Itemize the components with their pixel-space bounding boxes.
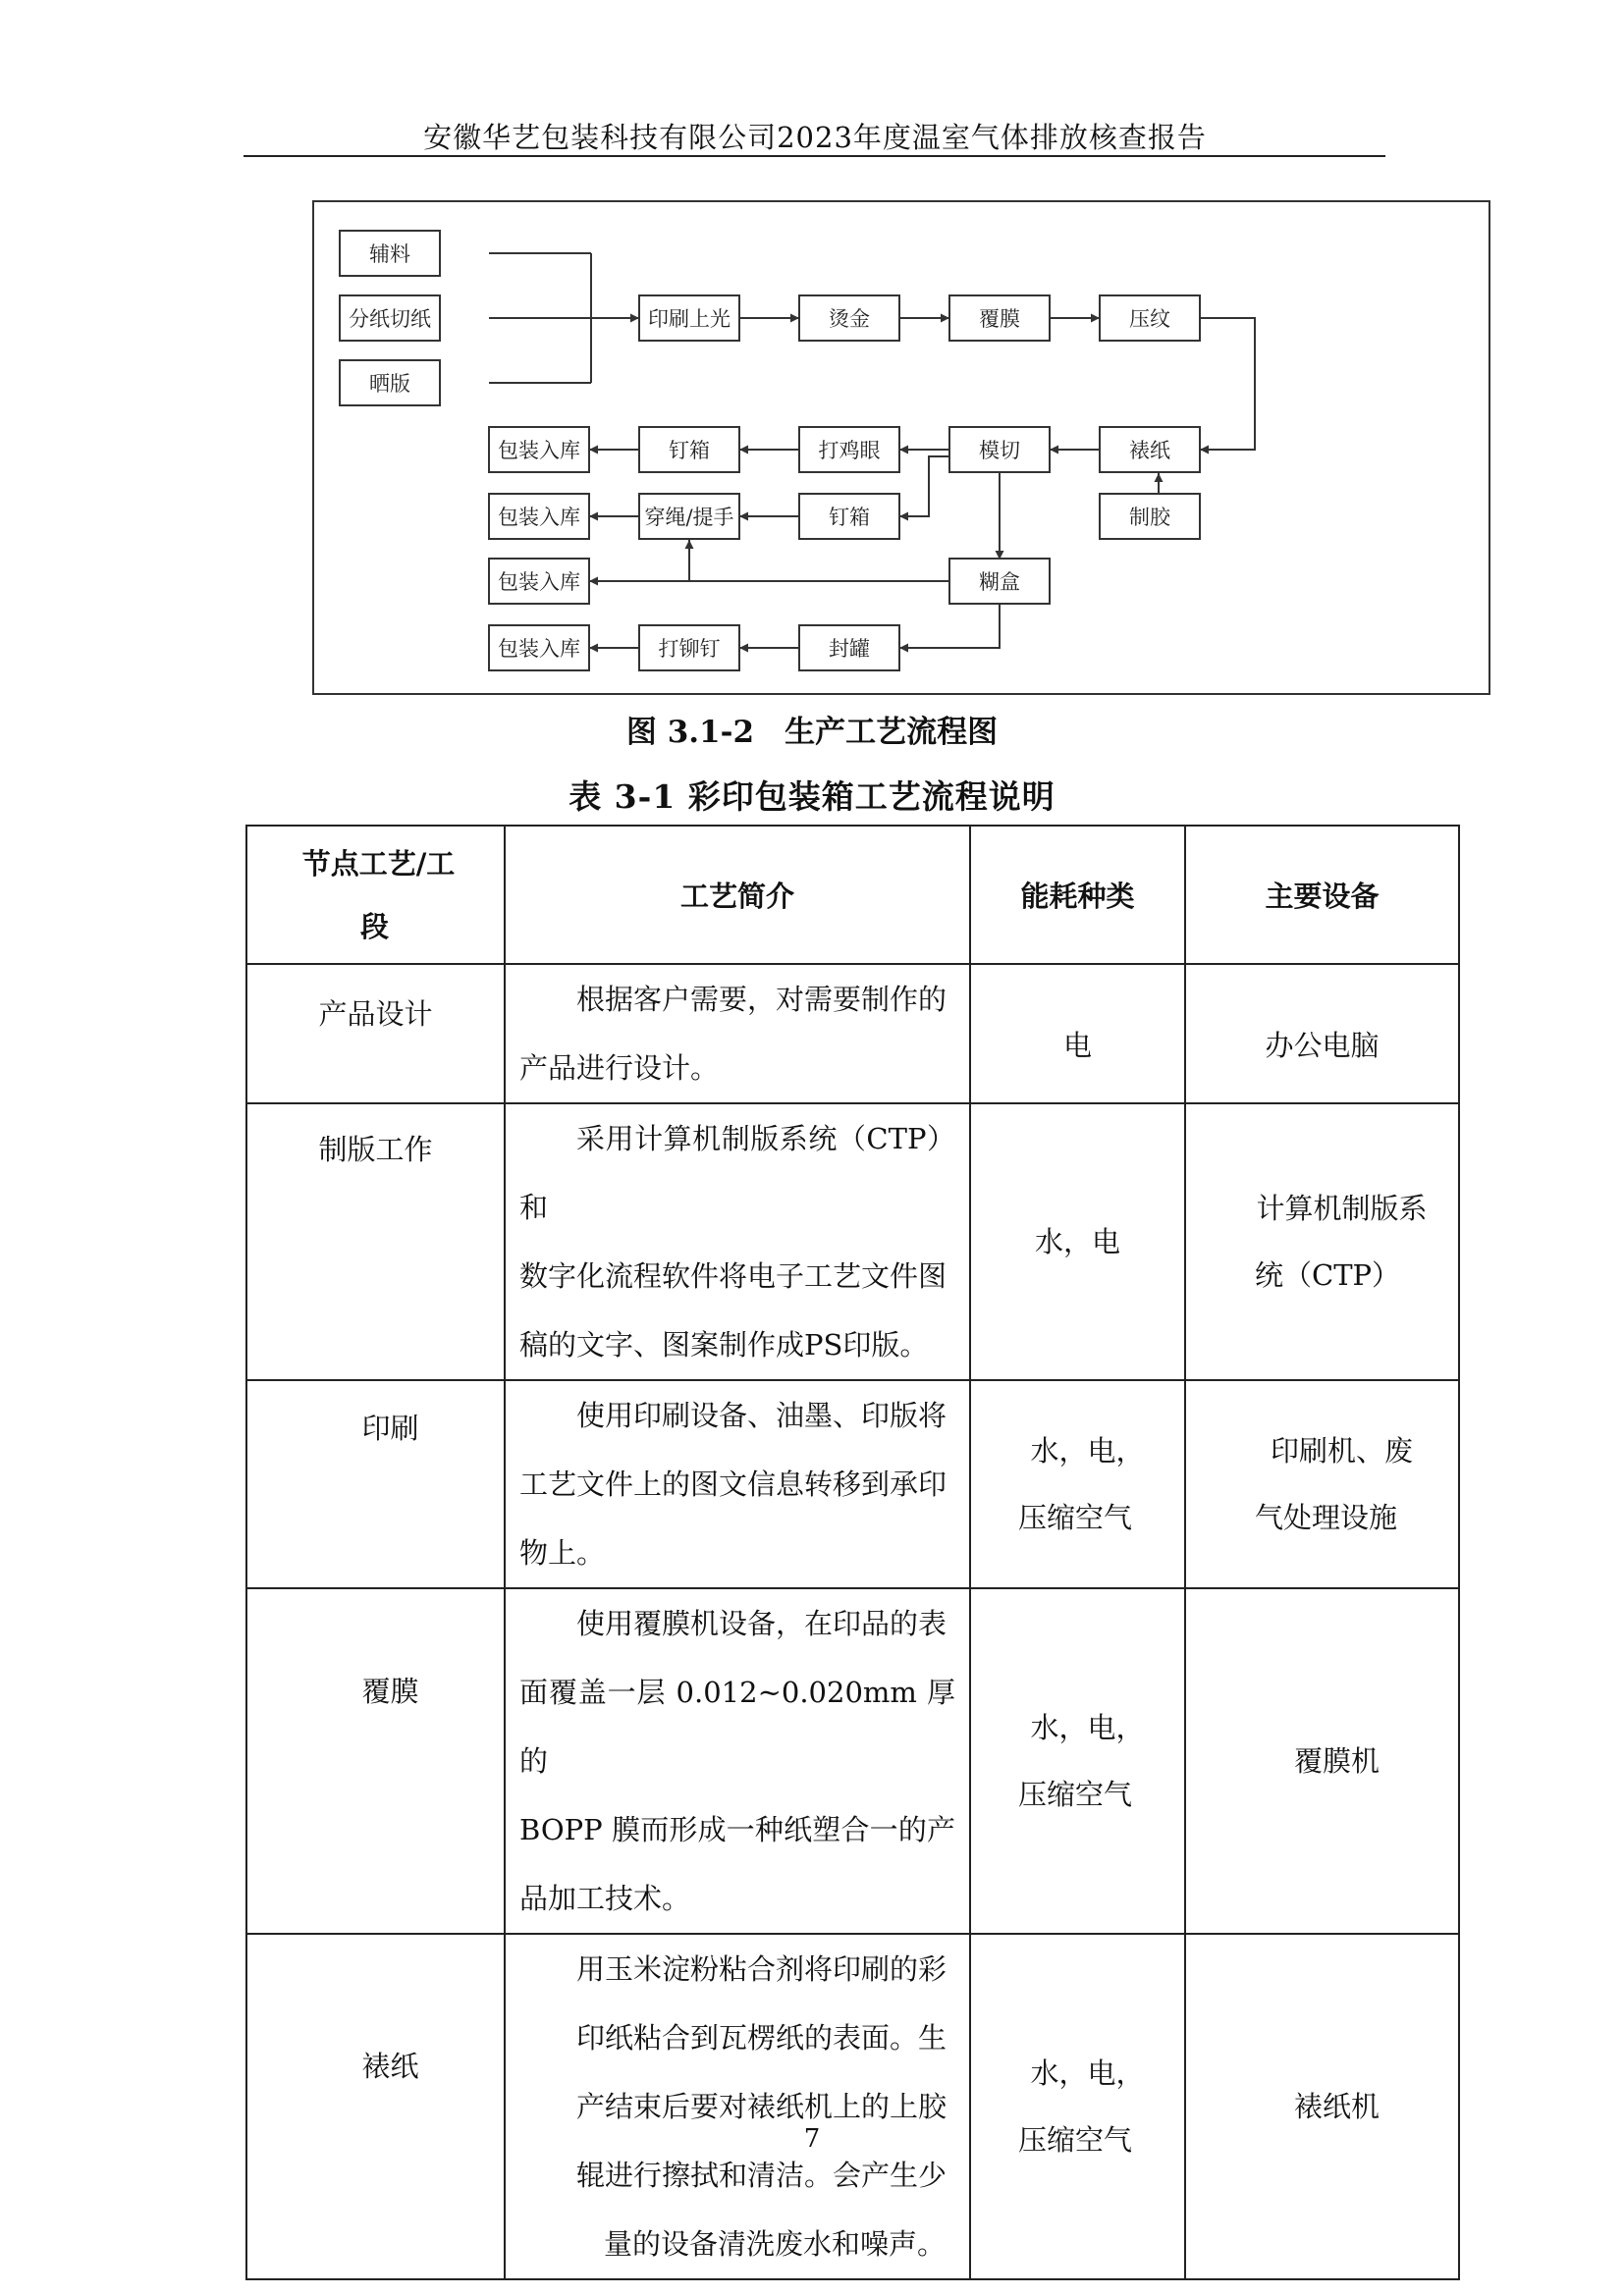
flow-node-fengguan — [799, 625, 899, 670]
flow-node-fuliao — [340, 231, 440, 276]
intro-line: 物上。 — [519, 1536, 606, 1570]
intro-line: 用玉米淀粉粘合剂将印刷的彩 — [576, 1952, 947, 1986]
row-intro — [505, 1103, 970, 1380]
flow-node-tangjin — [799, 295, 899, 341]
row-intro — [505, 1934, 970, 2279]
flow-node-label: 裱纸 — [1129, 439, 1170, 462]
row-energy — [970, 1934, 1185, 2279]
flow-node-fenzhi — [340, 295, 440, 341]
intro-line: 使用印刷设备、油墨、印版将 — [576, 1399, 947, 1432]
row-equipment — [1185, 1103, 1459, 1380]
production-flowchart — [312, 200, 1490, 699]
energy-line: 电 — [1062, 1029, 1092, 1062]
row-equipment — [1185, 964, 1459, 1103]
flow-node-baozhuang4 — [489, 625, 589, 670]
row-equipment — [1185, 1380, 1459, 1588]
flow-node-label: 钉箱 — [669, 439, 710, 462]
flow-node-dingxiang1 — [639, 427, 739, 472]
equipment-line: 裱纸机 — [1293, 2090, 1380, 2123]
intro-line: 品加工技术。 — [519, 1882, 691, 1915]
intro-line: 辊进行擦拭和清洁。会产生少 — [576, 2159, 947, 2192]
table-header-row — [246, 826, 1459, 964]
row-equipment — [1185, 1588, 1459, 1934]
table-row — [246, 1103, 1459, 1380]
row-intro — [505, 1588, 970, 1934]
flow-node-label: 糊盒 — [979, 570, 1020, 594]
process-table — [245, 825, 1460, 2280]
flow-node-label: 印刷上光 — [648, 307, 731, 331]
flow-node-label: 分纸切纸 — [349, 307, 431, 331]
flow-node-damaoding — [639, 625, 739, 670]
row-node: 裱纸 — [246, 1934, 505, 2279]
header-intro: 工艺简介 — [505, 826, 970, 964]
energy-line: 水，电， — [1030, 1711, 1145, 1744]
flow-node-dingxiang2 — [799, 494, 899, 539]
header-energy: 能耗种类 — [970, 826, 1185, 964]
row-intro — [505, 1380, 970, 1588]
table-row — [246, 1934, 1459, 2279]
header-rule — [244, 155, 1385, 157]
page-header-title: 安徽华艺包装科技有限公司2023年度温室气体排放核查报告 — [423, 121, 1207, 154]
figure-caption: 图 3.1-2 生产工艺流程图 — [625, 715, 999, 750]
energy-line: 水，电， — [1030, 1434, 1145, 1468]
energy-line: 压缩空气 — [1018, 1501, 1133, 1534]
equipment-line: 覆膜机 — [1293, 1744, 1380, 1778]
flow-node-label: 钉箱 — [829, 506, 870, 529]
flow-node-shaiban — [340, 360, 440, 405]
intro-line: 根据客户需要，对需要制作的 — [576, 983, 947, 1016]
table-row — [246, 1588, 1459, 1934]
equipment-line: 计算机制版系 — [1256, 1192, 1428, 1225]
flow-node-label: 包装入库 — [498, 506, 580, 529]
flow-node-chuansheng — [639, 494, 739, 539]
flow-node-label: 辅料 — [369, 242, 410, 266]
flow-node-label: 包装入库 — [498, 637, 580, 661]
equipment-line: 统（CTP） — [1255, 1258, 1401, 1292]
intro-line: 数字化流程软件将电子工艺文件图 — [519, 1259, 947, 1293]
intro-line: 稿的文字、图案制作成PS印版。 — [519, 1328, 929, 1362]
flow-node-label: 制胶 — [1129, 506, 1170, 529]
header-node-line: 段 — [360, 909, 390, 943]
row-energy — [970, 1103, 1185, 1380]
intro-line: 产结束后要对裱纸机上的上胶 — [576, 2090, 947, 2123]
row-node: 覆膜 — [246, 1588, 505, 1934]
flow-node-label: 打鸡眼 — [818, 439, 881, 462]
flow-node-label: 模切 — [979, 439, 1020, 462]
row-energy — [970, 964, 1185, 1103]
intro-line: 量的设备清洗废水和噪声。 — [604, 2227, 947, 2261]
page-number: 7 — [803, 2124, 821, 2154]
flow-node-label: 封罐 — [829, 637, 870, 661]
energy-line: 水，电 — [1034, 1225, 1120, 1258]
flow-node-label: 晒版 — [369, 372, 410, 396]
flow-node-label: 覆膜 — [979, 307, 1020, 331]
equipment-line: 办公电脑 — [1265, 1029, 1380, 1062]
header-node — [246, 826, 505, 964]
energy-line: 水，电， — [1030, 2056, 1145, 2090]
flow-node-label: 压纹 — [1129, 307, 1170, 331]
row-node: 制版工作 — [246, 1103, 505, 1380]
table-row — [246, 964, 1459, 1103]
equipment-line: 印刷机、废 — [1270, 1434, 1413, 1468]
row-energy — [970, 1588, 1185, 1934]
row-node: 产品设计 — [246, 964, 505, 1103]
intro-line: 产品进行设计。 — [519, 1051, 720, 1085]
flow-node-label: 包装入库 — [498, 439, 580, 462]
energy-line: 压缩空气 — [1018, 2123, 1133, 2157]
flow-node-hehe — [949, 559, 1050, 604]
equipment-line: 气处理设施 — [1255, 1501, 1398, 1534]
intro-line: BOPP 膜而形成一种纸塑合一的产 — [519, 1813, 955, 1846]
row-equipment — [1185, 1934, 1459, 2279]
flow-node-label: 包装入库 — [498, 570, 580, 594]
row-energy — [970, 1380, 1185, 1588]
flow-node-moqie — [949, 427, 1050, 472]
flow-node-label: 穿绳/提手 — [644, 506, 734, 529]
flow-node-baozhuang3 — [489, 559, 589, 604]
flow-node-yawen — [1100, 295, 1200, 341]
table-row — [246, 1380, 1459, 1588]
flow-node-label: 打铆钉 — [658, 637, 721, 661]
flow-node-dajiyan — [799, 427, 899, 472]
intro-line: 采用计算机制版系统（CTP）和 — [519, 1122, 955, 1224]
flow-node-zhijiao — [1100, 494, 1200, 539]
flow-node-fumo — [949, 295, 1050, 341]
flow-node-baozhuang2 — [489, 494, 589, 539]
table-caption: 表 3-1 彩印包装箱工艺流程说明 — [568, 777, 1056, 816]
flow-node-label: 烫金 — [829, 307, 870, 331]
row-node: 印刷 — [246, 1380, 505, 1588]
flow-node-yinshua — [639, 295, 739, 341]
energy-line: 压缩空气 — [1018, 1778, 1133, 1811]
row-intro — [505, 964, 970, 1103]
header-equipment: 主要设备 — [1185, 826, 1459, 964]
intro-line: 工艺文件上的图文信息转移到承印 — [519, 1468, 947, 1501]
intro-line: 使用覆膜机设备，在印品的表 — [576, 1607, 947, 1640]
header-node-line: 节点工艺/工 — [301, 846, 456, 881]
flow-node-biaozhi — [1100, 427, 1200, 472]
intro-line: 印纸粘合到瓦楞纸的表面。生 — [576, 2021, 947, 2055]
flow-node-baozhuang1 — [489, 427, 589, 472]
intro-line: 面覆盖一层 0.012~0.020mm 厚的 — [519, 1676, 955, 1778]
